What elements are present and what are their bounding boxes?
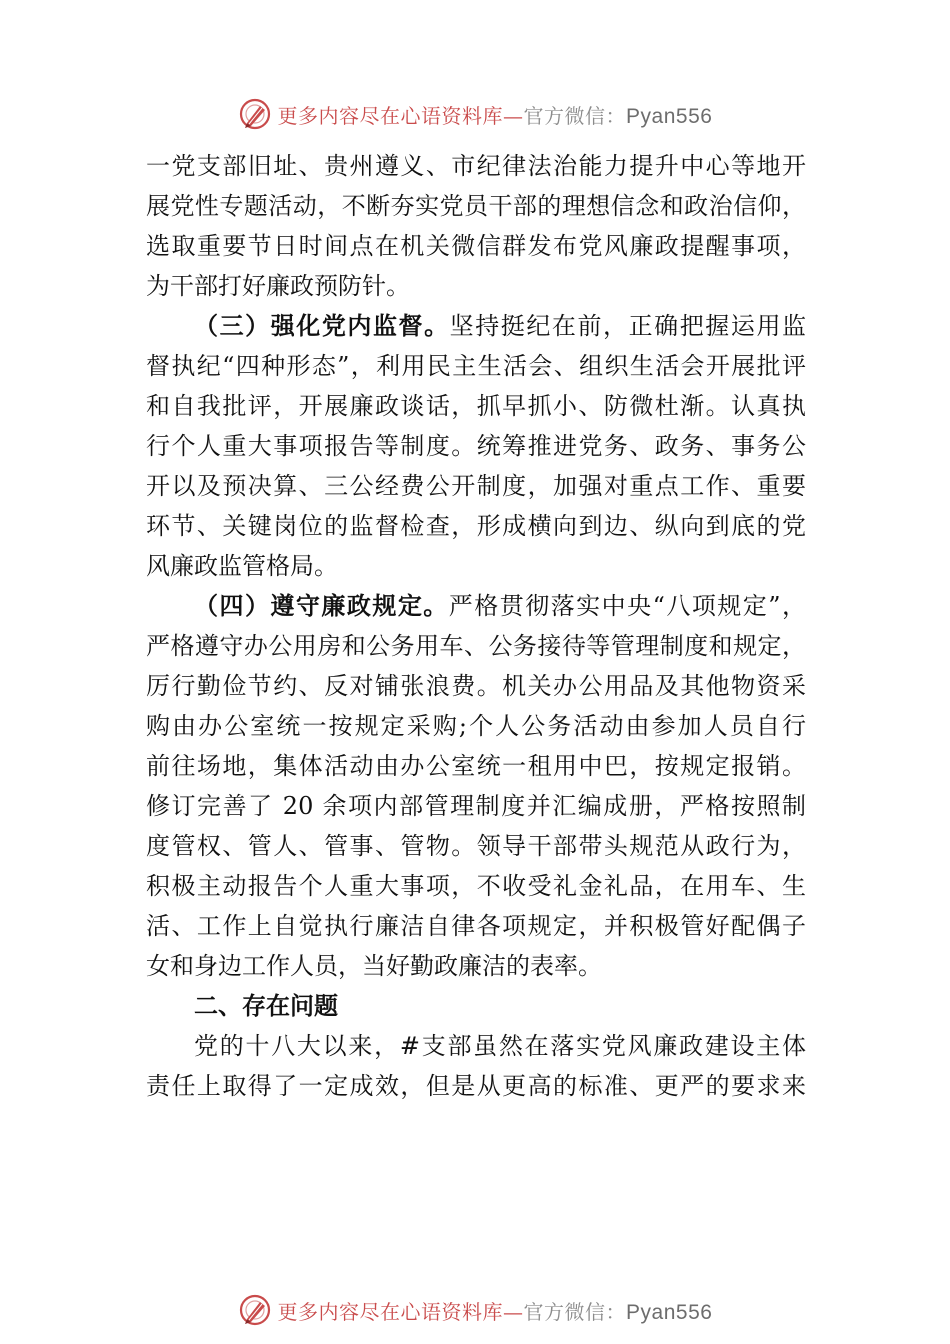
header-banner-text <box>278 100 713 129</box>
footer-dash: — <box>503 1299 524 1324</box>
text-run: 坚持挺纪在前，正确把握运用监 <box>449 312 807 340</box>
text-line: 严格遵守办公用房和公务用车、公务接待等管理制度和规定， <box>146 632 806 660</box>
section-lead-4: （四）遵守廉政规定。 <box>194 591 449 620</box>
header-dash: — <box>503 103 524 128</box>
text-line: 行个人重大事项报告等制度。统筹推进党务、政务、事务公 <box>146 432 806 460</box>
text-run: 严格贯彻落实中央“八项规定”， <box>448 592 807 620</box>
text-line: 和自我批评，开展廉政谈话，抓早抓小、防微杜渐。认真执 <box>146 392 806 420</box>
paragraph-4 <box>146 1026 806 1106</box>
paragraph-3 <box>146 586 806 986</box>
section-heading-2: 二、存在问题 <box>194 992 338 1020</box>
text-line: 展党性专题活动，不断夯实党员干部的理想信念和政治信仰， <box>146 192 806 220</box>
footer-wechat-id: Pyan556 <box>626 1300 713 1324</box>
footer-banner <box>0 1290 950 1330</box>
text-line: 购由办公室统一按规定采购;个人公务活动由参加人员自行 <box>146 712 806 740</box>
header-brand-text: 更多内容尽在心语资料库 <box>277 103 504 128</box>
text-line: 厉行勤俭节约、反对铺张浪费。机关办公用品及其他物资采 <box>146 672 806 700</box>
text-line: 修订完善了 20 余项内部管理制度并汇编成册，严格按照制 <box>146 792 806 820</box>
text-line: 党的十八大以来，#支部虽然在落实党风廉政建设主体 <box>194 1032 806 1060</box>
text-line: 环节、关键岗位的监督检查，形成横向到边、纵向到底的党 <box>146 512 806 540</box>
pen-nib-circle-logo-icon <box>238 97 272 131</box>
text-line: 一党支部旧址、贵州遵义、市纪律法治能力提升中心等地开 <box>146 152 806 180</box>
text-line: 选取重要节日时间点在机关微信群发布党风廉政提醒事项， <box>146 232 806 260</box>
text-line: 积极主动报告个人重大事项，不收受礼金礼品，在用车、生 <box>146 872 806 900</box>
text-line: 责任上取得了一定成效，但是从更高的标准、更严的要求来 <box>146 1072 806 1100</box>
text-line: 为干部打好廉政预防针。 <box>146 272 410 300</box>
section-lead-3: （三）强化党内监督。 <box>194 311 450 340</box>
text-line <box>146 306 806 346</box>
text-line: 开以及预决算、三公经费公开制度，加强对重点工作、重要 <box>146 472 806 500</box>
paragraph-2 <box>146 306 806 586</box>
footer-banner-text <box>278 1296 713 1325</box>
footer-wechat-label: 官方微信： <box>523 1299 627 1324</box>
text-line: 女和身边工作人员，当好勤政廉洁的表率。 <box>146 952 602 980</box>
text-line: 活、工作上自觉执行廉洁自律各项规定，并积极管好配偶子 <box>146 912 806 940</box>
footer-brand-text: 更多内容尽在心语资料库 <box>277 1299 504 1324</box>
text-line: 风廉政监管格局。 <box>146 552 338 580</box>
document-body <box>146 146 806 1106</box>
text-line <box>146 586 806 626</box>
text-line: 前往场地，集体活动由办公室统一租用中巴，按规定报销。 <box>146 752 806 780</box>
header-banner <box>0 94 950 134</box>
header-wechat-id: Pyan556 <box>626 104 713 128</box>
text-line: 度管权、管人、管事、管物。领导干部带头规范从政行为， <box>146 832 806 860</box>
paragraph-1 <box>146 146 806 306</box>
pen-nib-circle-logo-icon <box>238 1293 272 1327</box>
text-line: 督执纪“四种形态”，利用民主生活会、组织生活会开展批评 <box>146 352 806 380</box>
header-wechat-label: 官方微信： <box>523 103 627 128</box>
